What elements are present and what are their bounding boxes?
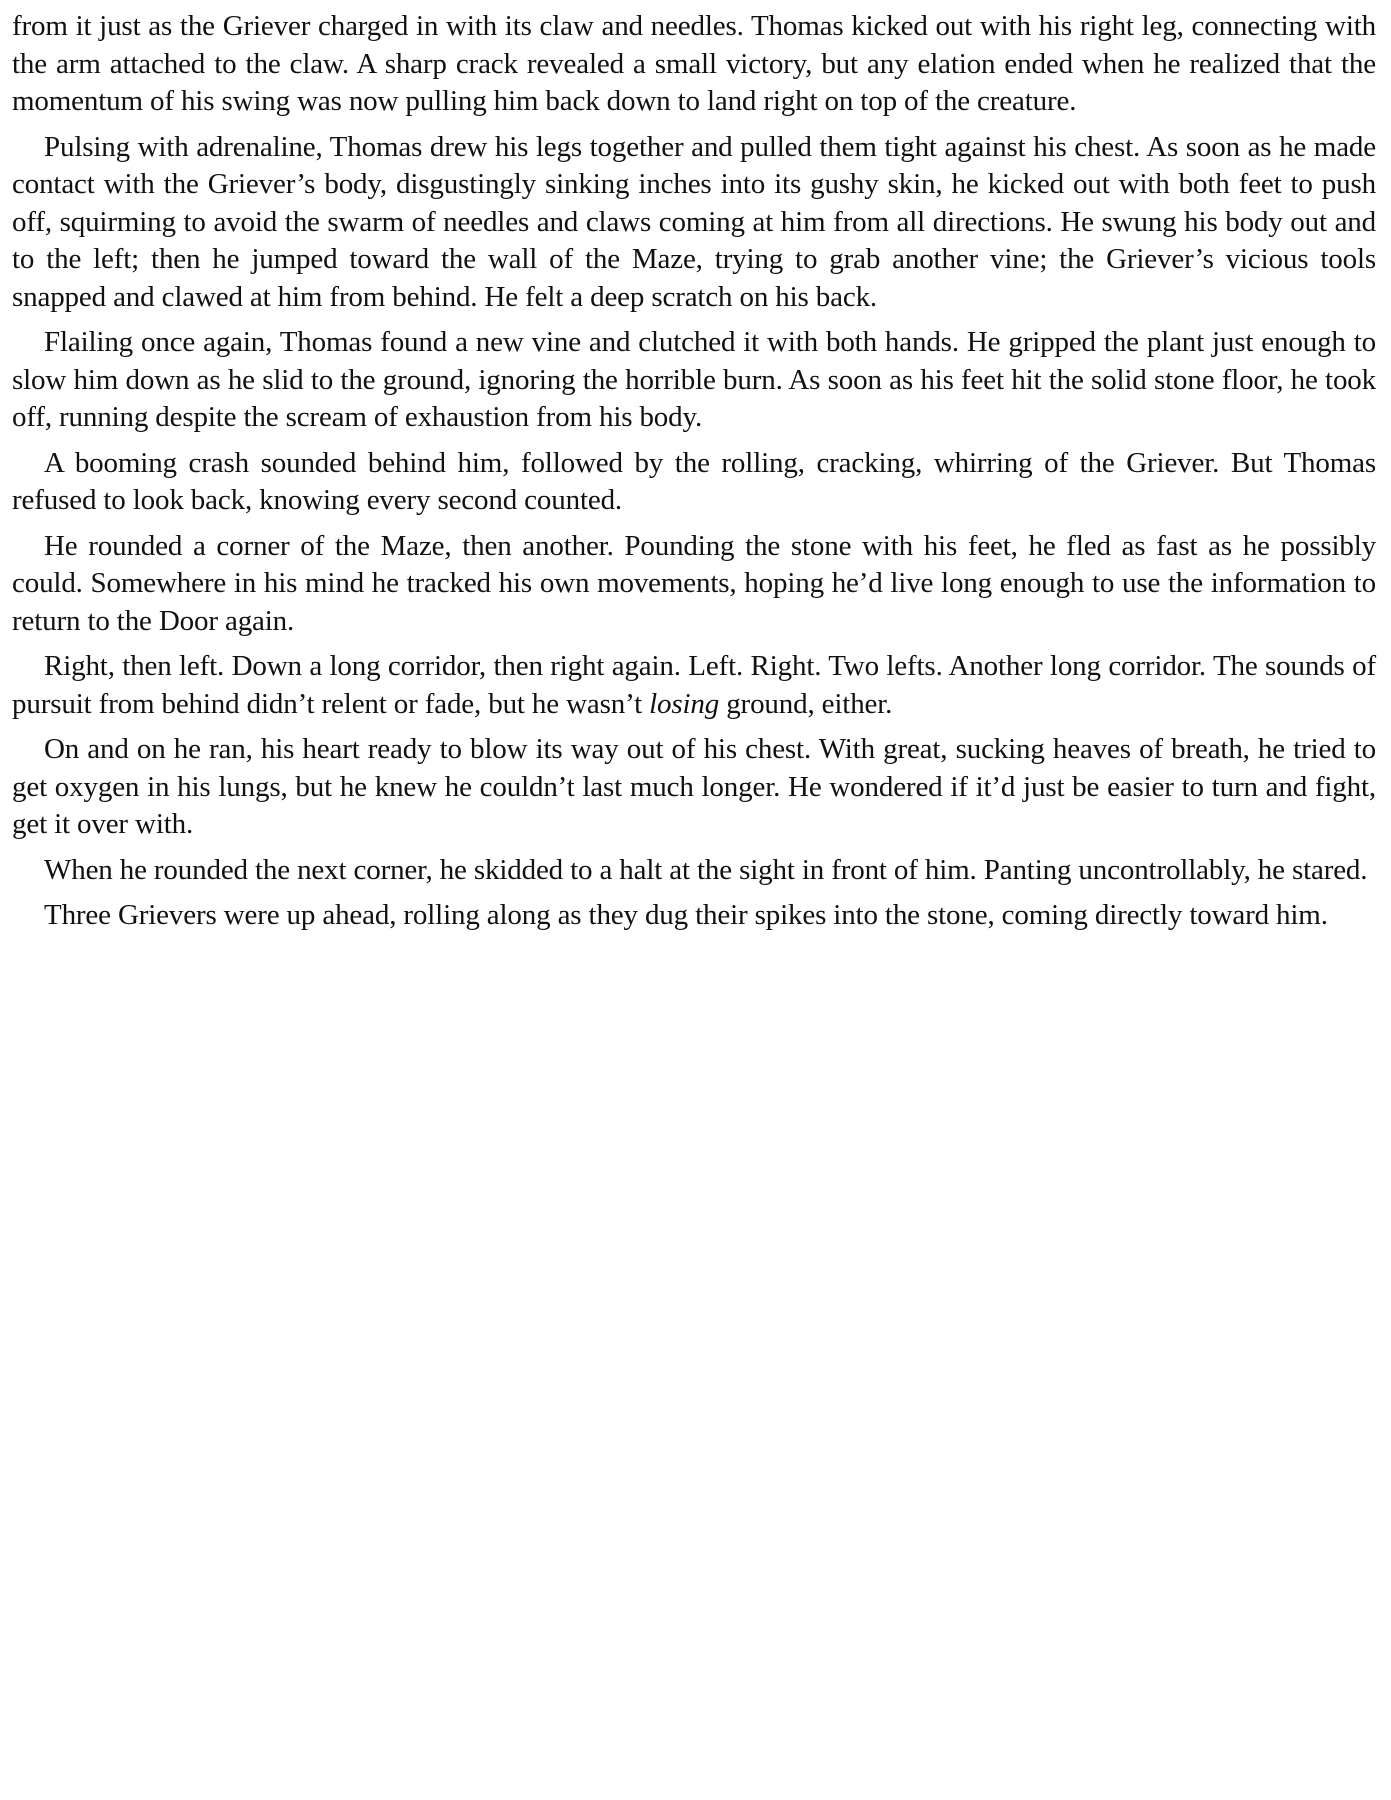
paragraph-7: On and on he ran, his heart ready to blow its way out of his chest. With great, sucking heaves of breath, he tried to get oxygen in his lungs, but he knew he couldn’t last much longer. He wondered if it’d just be easier to turn and fight, get it over with. [12, 733, 1376, 840]
paragraph-1: from it just as the Griever charged in with its claw and needles. Thomas kicked out with his right leg, connecting with the arm attached to the claw. A sharp crack revealed a small victory, but any elation ended when he realized that the momentum of his swing was now pulling him back down to land right on top of the creature. [12, 10, 1376, 117]
paragraph-4: A booming crash sounded behind him, followed by the rolling, cracking, whirring of the Griever. But Thomas refused to look back, knowing every second counted. [12, 446, 1376, 516]
paragraph-2: Pulsing with adrenaline, Thomas drew his legs together and pulled them tight against his chest. As soon as he made contact with the Griever’s body, disgustingly sinking inches into its gushy skin, he kicked out with both feet to push off, squirming to avoid the swarm of needles and claws coming at him from all directions. He swung his body out and to the left; then he jumped toward the wall of the Maze, trying to grab another vine; the Griever’s vicious tools snapped and clawed at him from behind. He felt a deep scratch on his back. [12, 130, 1376, 313]
paragraph-6-after: ground, either. [719, 687, 893, 720]
paragraph-9: Three Grievers were up ahead, rolling along as they dug their spikes into the stone, coming directly toward him. [44, 899, 1328, 931]
book-page [12, 8, 1376, 943]
paragraph-6-emphasis: losing [649, 687, 720, 720]
paragraph-6 [12, 648, 1376, 723]
paragraph-5: He rounded a corner of the Maze, then another. Pounding the stone with his feet, he fled as fast as he possibly could. Somewhere in his mind he tracked his own movements, hoping he’d live long enough to use the information to return to the Door again. [12, 529, 1376, 637]
paragraph-8: When he rounded the next corner, he skidded to a halt at the sight in front of him. Panting uncontrollably, he stared. [44, 853, 1368, 886]
paragraph-3: Flailing once again, Thomas found a new vine and clutched it with both hands. He gripped the plant just enough to slow him down as he slid to the ground, ignoring the horrible burn. As soon as his feet hit the solid stone floor, he took off, running despite the scream of exhaustion from his body. [12, 326, 1376, 433]
paragraph-6-before: Right, then left. Down a long corridor, then right again. Left. Right. Two lefts. Another long corridor. The sounds of pursuit from behind didn’t relent or fade, but he wasn’t [12, 650, 1376, 720]
